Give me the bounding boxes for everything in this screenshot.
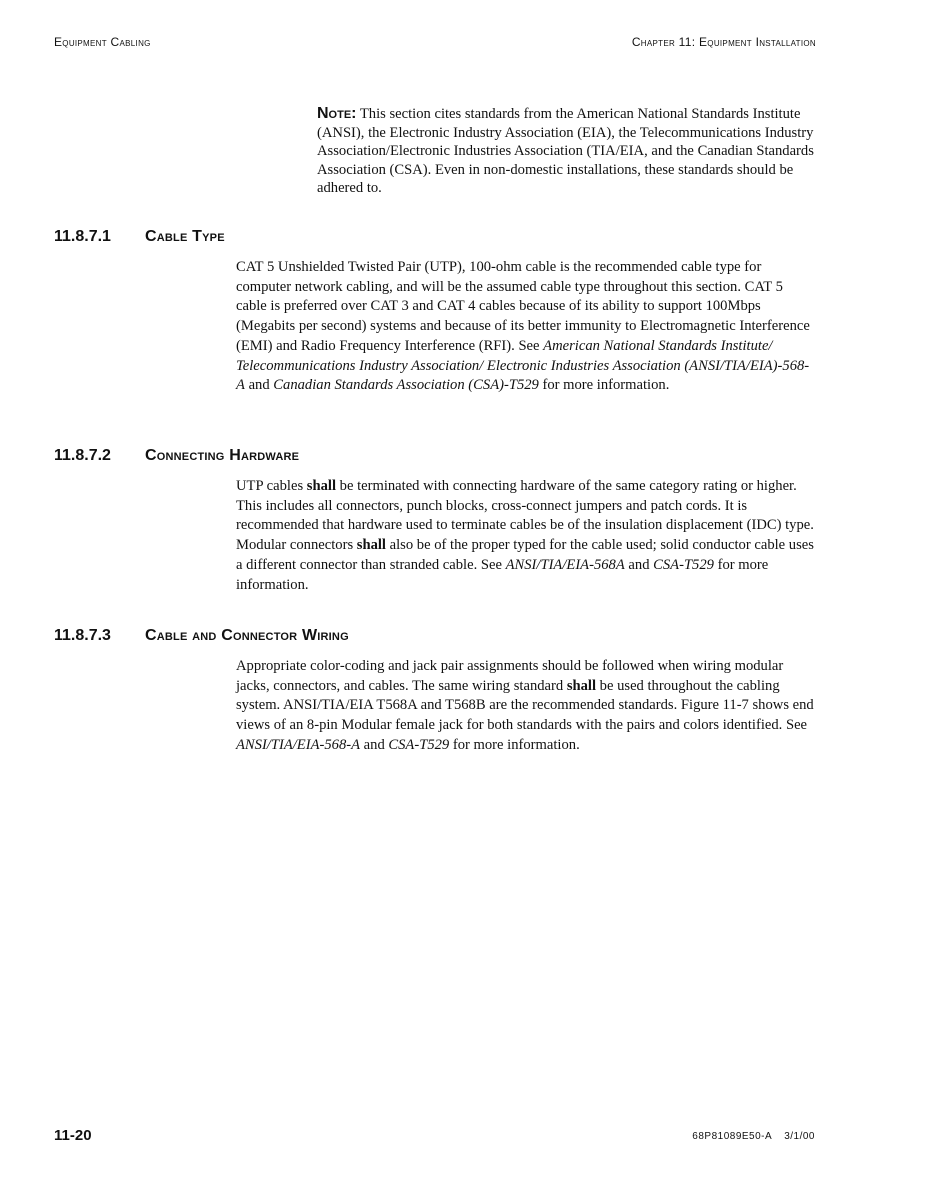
reference-csa: Canadian Standards Association (CSA)-T529 [273,377,539,394]
paragraph-text: Appropriate color-coding and jack pair assignments should be followed when wiring modular jacks, connectors, and cables. The same wiring standard [236,658,784,694]
section-number: 11.8.7.2 [54,447,111,464]
section-body [236,477,816,595]
note-block [317,105,817,198]
section-title: Cable Type [145,228,225,245]
section-body [236,258,816,396]
paragraph-text: and [244,377,274,394]
paragraph [236,657,816,756]
paragraph-text: for more information. [449,736,580,753]
paragraph [236,477,816,595]
reference-ansi: American National Standards Institute/ Telecommunications Industry Association/ Electronic Industries Association (ANSI/TIA/EIA)-568-A [236,337,810,394]
paragraph-text: and [624,556,654,573]
section-title: Cable and Connector Wiring [145,627,349,644]
reference-csa: CSA-T529 [653,556,714,573]
section-heading [54,228,225,246]
running-header-left: Equipment Cabling [54,35,151,49]
reference-csa: CSA-T529 [388,736,450,753]
paragraph-text: be used throughout the cabling system. ANSI/TIA/EIA T568A and T568B are the recommended standards. Figure 11-7 shows end views of an 8-pin Modular female jack for both standards with the pairs and colors identified. See [236,677,814,734]
document-date: 3/1/00 [784,1131,815,1142]
paragraph-text: UTP cables [236,478,307,494]
running-header-right: Chapter 11: Equipment Installation [631,35,816,49]
section-heading [54,447,299,465]
paragraph-text: for more information. [236,556,769,593]
document-id-footer [692,1131,815,1142]
section-body [236,657,816,756]
section-number: 11.8.7.3 [54,627,111,644]
paragraph-text: and [360,736,389,753]
paragraph-text: CAT 5 Unshielded Twisted Pair (UTP), 100-ohm cable is the recommended cable type for computer network cabling, and will be the assumed cable type throughout this section. CAT 5 cable is preferred over CAT 3 and CAT 4 cables because of its ability to support 100Mbps (Megabits per second) systems and because of its better immunity to Electromagnetic Interference (EMI) and Radio Frequency Interference (RFI). See [236,259,810,354]
note-text: This section cites standards from the American National Standards Institute (ANSI), the Electronic Industry Association (EIA), the Telecommunications Industry Association/Electronic Industries Association (TIA/EIA, and the Canadian Standards Association (CSA). Even in non-domestic installations, these standards should be adhered to. [317,106,814,197]
emphasis-shall: shall [356,537,386,554]
reference-ansi: ANSI/TIA/EIA-568A [505,556,625,573]
paragraph-text: also be of the proper typed for the cable used; solid conductor cable uses a different connector than stranded cable. See [236,537,814,573]
page-number: 11-20 [54,1127,92,1144]
paragraph-text: for more information. [538,377,670,394]
document-id: 68P81089E50-A [692,1131,773,1142]
emphasis-shall: shall [566,677,597,694]
paragraph [236,258,816,396]
section-title: Connecting Hardware [145,447,300,464]
reference-ansi: ANSI/TIA/EIA-568-A [236,736,361,753]
note-label: Note: [317,105,357,122]
section-number: 11.8.7.1 [54,228,111,245]
paragraph-text: be terminated with connecting hardware of the same category rating or higher. This includes all connectors, punch blocks, cross-connect jumpers and patch cords. It is recommended that hardware used to terminate cables be of the insulation displacement (IDC) type. Modular connectors [236,478,814,554]
section-heading [54,627,349,645]
emphasis-shall: shall [306,478,336,494]
